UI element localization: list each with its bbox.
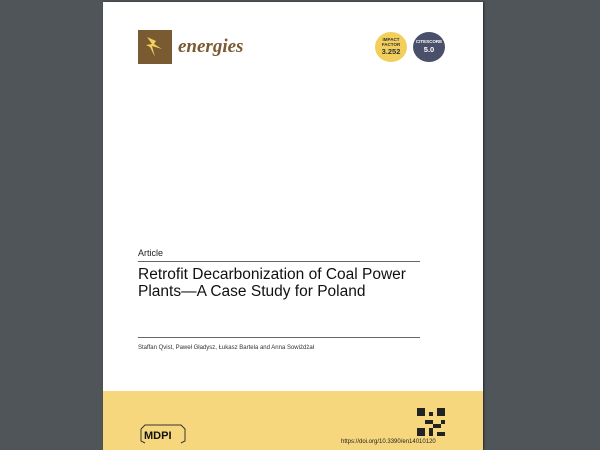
qr-code-icon: [417, 408, 445, 436]
impact-factor-label-2: FACTOR: [381, 41, 401, 47]
svg-text:MDPI: MDPI: [144, 430, 172, 442]
citescore-badge[interactable]: [413, 32, 445, 62]
divider: [138, 337, 420, 338]
mdpi-logo: [137, 421, 189, 450]
impact-factor-label-1: IMPACT: [382, 36, 400, 42]
citescore-value: 5.0: [423, 44, 435, 54]
lightning-bolt-icon: [138, 30, 172, 64]
journal-logo: [138, 30, 243, 64]
document-page: [103, 2, 483, 450]
citescore-label: CITESCORE: [415, 39, 443, 45]
doi-link[interactable]: https://doi.org/10.3390/en14010120: [341, 439, 436, 445]
journal-name: energies: [178, 36, 244, 57]
impact-factor-badge[interactable]: [375, 32, 407, 62]
footer-band: [103, 391, 483, 450]
divider: [138, 261, 420, 262]
impact-factor-value: 3.252: [381, 47, 401, 57]
page-title: Retrofit Decarbonization of Coal Power Plants—A Case Study for Poland: [138, 266, 406, 300]
article-type: Article: [138, 248, 164, 258]
authors: Staffan Qvist, Paweł Gładysz, Łukasz Bartela and Anna Sowiżdżał: [138, 345, 314, 351]
